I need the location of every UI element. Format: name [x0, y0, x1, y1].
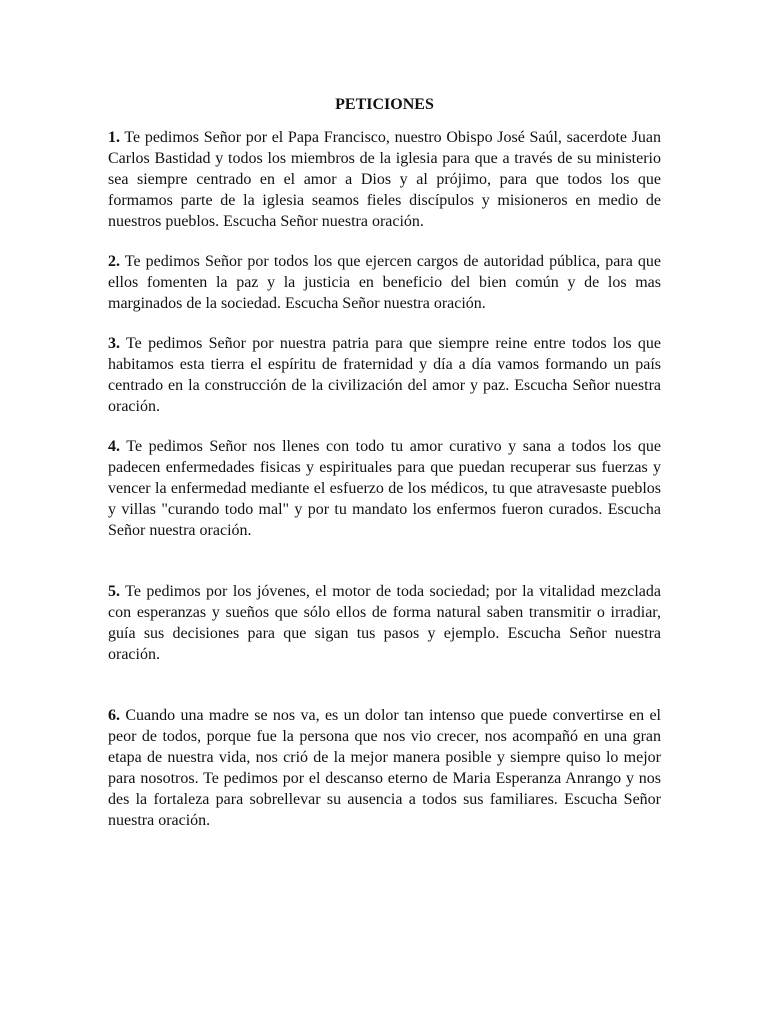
- petition-text: Te pedimos Señor por el Papa Francisco, nuestro Obispo José Saúl, sacerdote Juan Carlos Bastidad y todos los miembros de la iglesia para que a través de su ministerio sea siempre centrado en el amor a Dios y al prójimo, para que todos los que formamos parte de la iglesia seamos fieles discípulos y misioneros en medio de nuestros pueblos. Escucha Señor nuestra oración.: [108, 129, 661, 230]
- petition-number: 2.: [108, 253, 120, 270]
- petition-number: 6.: [108, 707, 120, 724]
- petition-number: 5.: [108, 583, 120, 600]
- petition-text: Cuando una madre se nos va, es un dolor tan intenso que puede convertirse en el peor de todos, porque fue la persona que nos vio crecer, nos acompañó en una gran etapa de nuestra vida, nos crió de la mejor manera posible y siempre quiso lo mejor para nosotros. Te pedimos por el descanso eterno de Maria Esperanza Anrango y nos des la fortaleza para sobrellevar su ausencia a todos sus familiares. Escucha Señor nuestra oración.: [108, 707, 661, 829]
- petition-text: Te pedimos Señor por nuestra patria para que siempre reine entre todos los que habitamos esta tierra el espíritu de fraternidad y día a día vamos formando un país centrado en la construcción de la civilización del amor y paz. Escucha Señor nuestra oración.: [108, 335, 661, 415]
- petition-text: Te pedimos por los jóvenes, el motor de toda sociedad; por la vitalidad mezclada con esperanzas y sueños que sólo ellos de forma natural saben transmitir o irradiar, guía sus decisiones para que sigan tus pasos y ejemplo. Escucha Señor nuestra oración.: [108, 583, 661, 663]
- petition-6: [108, 705, 661, 831]
- petition-text: Te pedimos Señor por todos los que ejercen cargos de autoridad pública, para que ellos fomenten la paz y la justicia en beneficio del bien común y de los mas marginados de la sociedad. Escucha Señor nuestra oración.: [108, 253, 661, 312]
- petition-5: [108, 581, 661, 665]
- petition-2: [108, 251, 661, 314]
- document-page: [108, 94, 661, 831]
- petition-number: 3.: [108, 335, 120, 352]
- petition-4: [108, 436, 661, 541]
- petition-number: 4.: [108, 438, 120, 455]
- document-title: PETICIONES: [335, 96, 434, 113]
- petition-text: Te pedimos Señor nos llenes con todo tu amor curativo y sana a todos los que padecen enfermedades fisicas y espirituales para que puedan recuperar sus fuerzas y vencer la enfermedad mediante el esfuerzo de los médicos, tu que atravesaste pueblos y villas "curando todo mal" y por tu mandato los enfermos fueron curados. Escucha Señor nuestra oración.: [108, 438, 661, 539]
- petition-3: [108, 333, 661, 417]
- petition-number: 1.: [108, 129, 120, 146]
- petition-1: [108, 127, 661, 232]
